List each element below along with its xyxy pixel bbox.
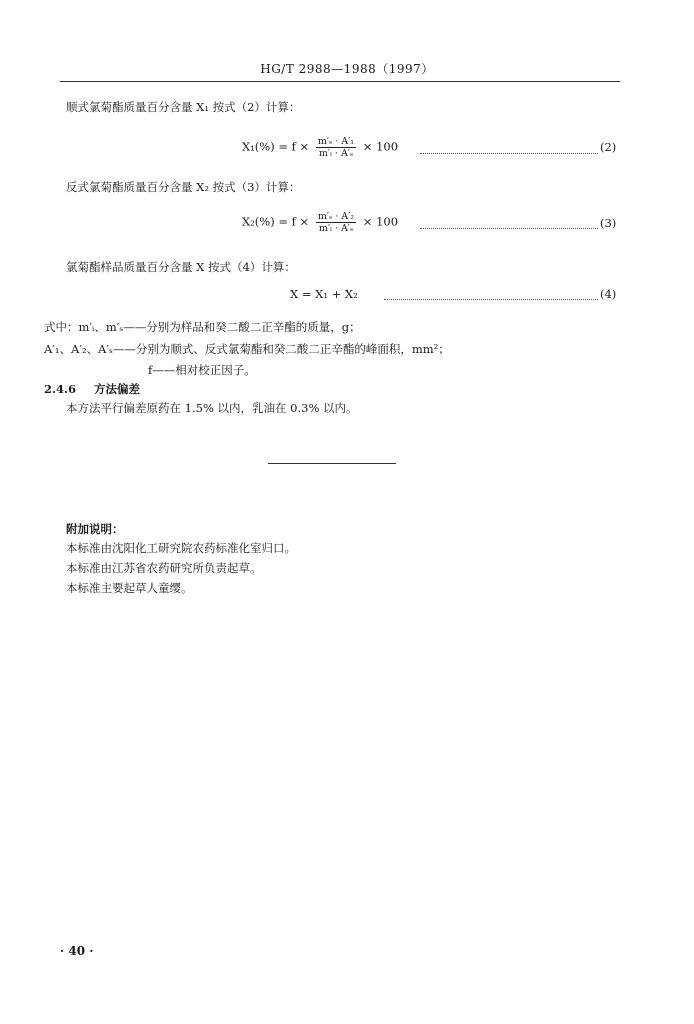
cis-denominator: m′ᵢ · A′ₛ (318, 148, 354, 159)
definition-peak-areas: A′₁、A′₂、A′ₛ——分别为顺式、反式氯菊酯和癸二酸二正辛酯的峰面积，mm²； (44, 342, 450, 356)
section-number: 2.4.6 (44, 382, 77, 396)
definition-correction-factor: f——相对校正因子。 (148, 363, 256, 377)
trans-fraction (316, 211, 356, 234)
section-body: 本方法平行偏差原药在 1.5% 以内，乳油在 0.3% 以内。 (66, 401, 358, 415)
trans-formula-intro: 反式氯菊酯质量百分含量 X₂ 按式（3）计算： (66, 180, 301, 194)
page-number: · 40 · (60, 944, 94, 958)
cis-formula-intro: 顺式氯菊酯质量百分含量 X₁ 按式（2）计算： (66, 100, 301, 114)
cis-formula (242, 136, 398, 159)
cis-numerator: m′ₛ · A′₁ (317, 136, 355, 147)
total-equation-number: (4) (600, 287, 617, 301)
total-leader-dots (384, 285, 598, 300)
appendix-line: 本标准主要起草人童缨。 (66, 581, 193, 595)
cis-formula-tail: × 100 (362, 139, 399, 154)
header-rule (60, 81, 620, 82)
appendix-line: 本标准由江苏省农药研究所负责起草。 (66, 561, 262, 575)
total-formula-intro: 氯菊酯样品质量百分含量 X 按式（4）计算： (66, 260, 296, 274)
trans-formula (242, 211, 398, 234)
cis-formula-lhs: X₁(%) = f × (242, 139, 310, 154)
definition-masses: 式中：m′ᵢ、m′ₛ——分别为样品和癸二酸二正辛酯的质量，g； (44, 320, 361, 334)
end-divider (268, 463, 396, 464)
trans-formula-lhs: X₂(%) = f × (242, 214, 310, 229)
trans-formula-tail: × 100 (362, 214, 399, 229)
trans-denominator: m′ᵢ · A′ₛ (318, 223, 354, 234)
section-title: 方法偏差 (94, 382, 141, 396)
running-header: HG/T 2988—1988（1997） (260, 62, 434, 76)
appendix-line: 本标准由沈阳化工研究院农药标准化室归口。 (66, 541, 296, 555)
cis-equation-number: (2) (600, 140, 617, 154)
trans-numerator: m′ₛ · A′₂ (317, 211, 355, 222)
total-formula: X = X₁ + X₂ (290, 287, 358, 301)
section-heading (44, 381, 140, 397)
cis-leader-dots (420, 139, 598, 154)
cis-fraction (316, 136, 356, 159)
trans-equation-number: (3) (600, 216, 617, 230)
appendix-title: 附加说明： (66, 522, 124, 536)
trans-leader-dots (420, 214, 598, 229)
